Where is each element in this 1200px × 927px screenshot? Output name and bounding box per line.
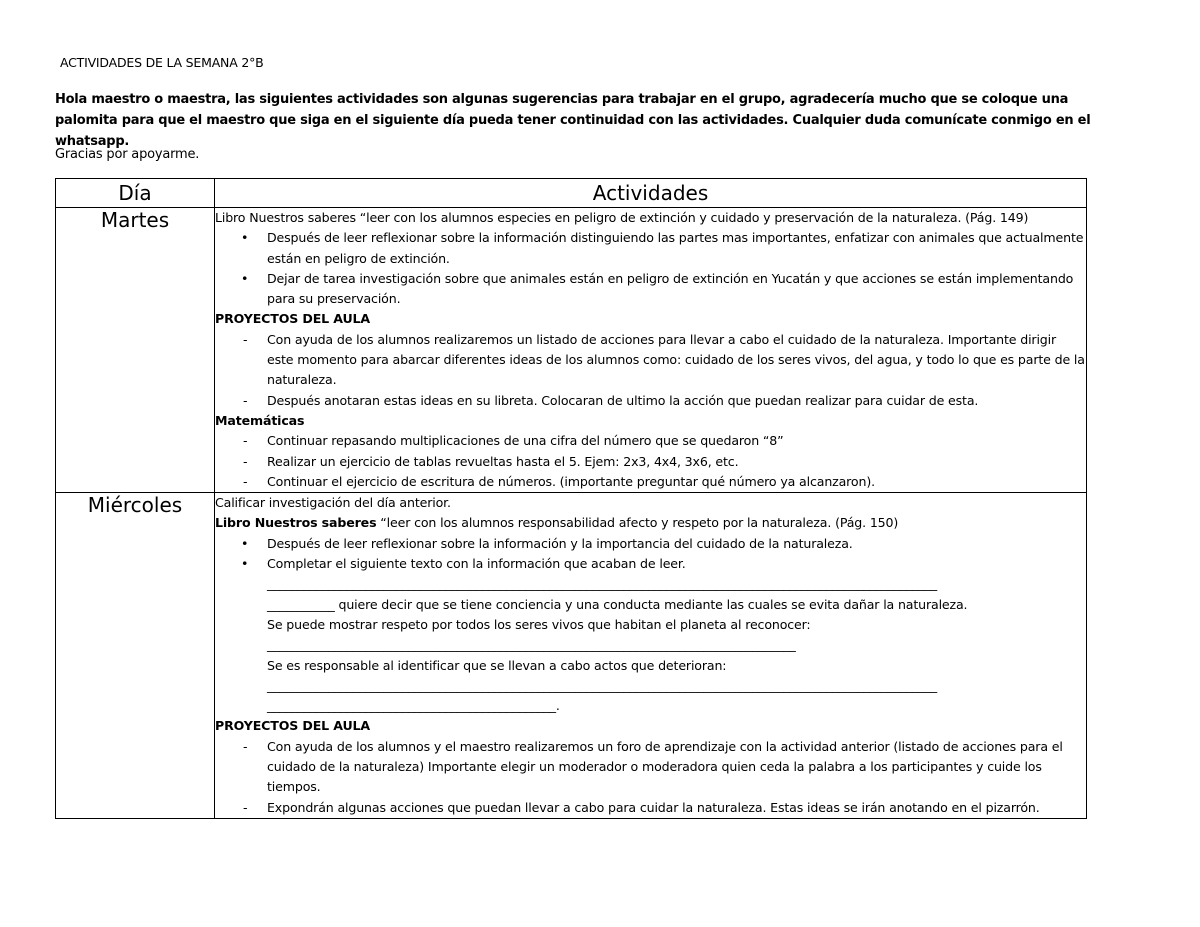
fill-sentence-2: Se puede mostrar respeto por todos los seres vivos que habitan el planeta al reconocer: <box>267 616 811 632</box>
table-row <box>56 493 1087 819</box>
activities-table <box>55 178 1087 819</box>
list-item: - Realizar un ejercicio de tablas revueltas hasta el 5. Ejem: 2x3, 4x4, 3x6, etc. <box>215 452 1086 472</box>
martes-matematicas-heading: Matemáticas <box>215 412 305 428</box>
miercoles-libro-rest: “leer con los alumnos responsabilidad afecto y respeto por la naturaleza. (Pág. 150) <box>376 515 899 531</box>
list-item: - Con ayuda de los alumnos y el maestro realizaremos un foro de aprendizaje con la actividad anterior (listado de acciones para el cuidado de la naturaleza) Importante elegir un moderador o moderadora quien ceda la palabra a los participantes y cuide los tiempos. <box>215 737 1086 798</box>
list-item: - Continuar repasando multiplicaciones de una cifra del número que se quedaron “8” <box>215 431 1086 451</box>
fill-blank-line: _______________________________________________. <box>267 698 560 714</box>
martes-intro-line: Libro Nuestros saberes “leer con los alumnos especies en peligro de extinción y cuidado y preservación de la naturaleza. (Pág. 149) <box>215 210 1029 225</box>
table-header-row <box>56 179 1087 208</box>
miercoles-bullet-list <box>215 534 1086 575</box>
day-cell-miercoles: Miércoles <box>56 493 215 819</box>
martes-proyectos-list <box>215 330 1086 411</box>
miercoles-libro-bold: Libro Nuestros saberes <box>215 515 377 531</box>
table-row <box>56 208 1087 493</box>
list-item: • Completar el siguiente texto con la información que acaban de leer. <box>215 554 1086 574</box>
fill-sentence-1: ___________ quiere decir que se tiene conciencia y una conducta mediante las cuales se evita dañar la naturaleza. <box>267 596 968 612</box>
fill-blank-line: _____________________________________________________________________________________________________________ <box>267 576 938 592</box>
thanks-line: Gracias por apoyarme. <box>55 147 200 162</box>
martes-bullet-list <box>215 228 1086 309</box>
list-item: - Continuar el ejercicio de escritura de números. (importante preguntar qué número ya alcanzaron). <box>215 472 1086 492</box>
fill-sentence-3: Se es responsable al identificar que se llevan a cabo actos que deterioran: <box>267 657 727 673</box>
miercoles-proyectos-list <box>215 737 1086 818</box>
intro-paragraph: Hola maestro o maestra, las siguientes actividades son algunas sugerencias para trabajar en el grupo, agradecería mucho que se coloque una palomita para que el maestro que siga en el siguiente día pueda tener continuidad con las actividades. Cualquier duda comunícate conmigo en el whatsapp. <box>55 92 1091 149</box>
list-item: • Después de leer reflexionar sobre la información distinguiendo las partes mas importantes, enfatizar con animales que actualmente están en peligro de extinción. <box>215 228 1086 269</box>
day-cell-martes: Martes <box>56 208 215 493</box>
fill-blank-line: _____________________________________________________________________________________________________________ <box>267 677 938 693</box>
miercoles-libro-line <box>215 513 1086 533</box>
martes-matematicas-list <box>215 431 1086 492</box>
miercoles-line1: Calificar investigación del día anterior. <box>215 495 451 511</box>
activities-cell-miercoles <box>215 493 1087 819</box>
list-item: - Después anotaran estas ideas en su libreta. Colocaran de ultimo la acción que puedan realizar para cuidar de esta. <box>215 391 1086 411</box>
list-item: • Después de leer reflexionar sobre la información y la importancia del cuidado de la naturaleza. <box>215 534 1086 554</box>
miercoles-proyectos-heading: PROYECTOS DEL AULA <box>215 718 371 734</box>
martes-proyectos-heading: PROYECTOS DEL AULA <box>215 311 371 327</box>
header-dia: Día <box>56 179 215 208</box>
fill-blank-line: ______________________________________________________________________________________ <box>267 637 796 653</box>
list-item: - Con ayuda de los alumnos realizaremos un listado de acciones para llevar a cabo el cuidado de la naturaleza. Importante dirigir este momento para abarcar diferentes ideas de los alumnos como: cuidado de los seres vivos, del agua, y todo lo que es parte de la naturaleza. <box>215 330 1086 391</box>
document-title: ACTIVIDADES DE LA SEMANA 2°B <box>60 55 264 70</box>
list-item: • Dejar de tarea investigación sobre que animales están en peligro de extinción en Yucatán y que acciones se están implementando para su preservación. <box>215 269 1086 310</box>
header-actividades: Actividades <box>215 179 1087 208</box>
activities-cell-martes <box>215 208 1087 493</box>
list-item: - Expondrán algunas acciones que puedan llevar a cabo para cuidar la naturaleza. Estas ideas se irán anotando en el pizarrón. <box>215 798 1086 818</box>
